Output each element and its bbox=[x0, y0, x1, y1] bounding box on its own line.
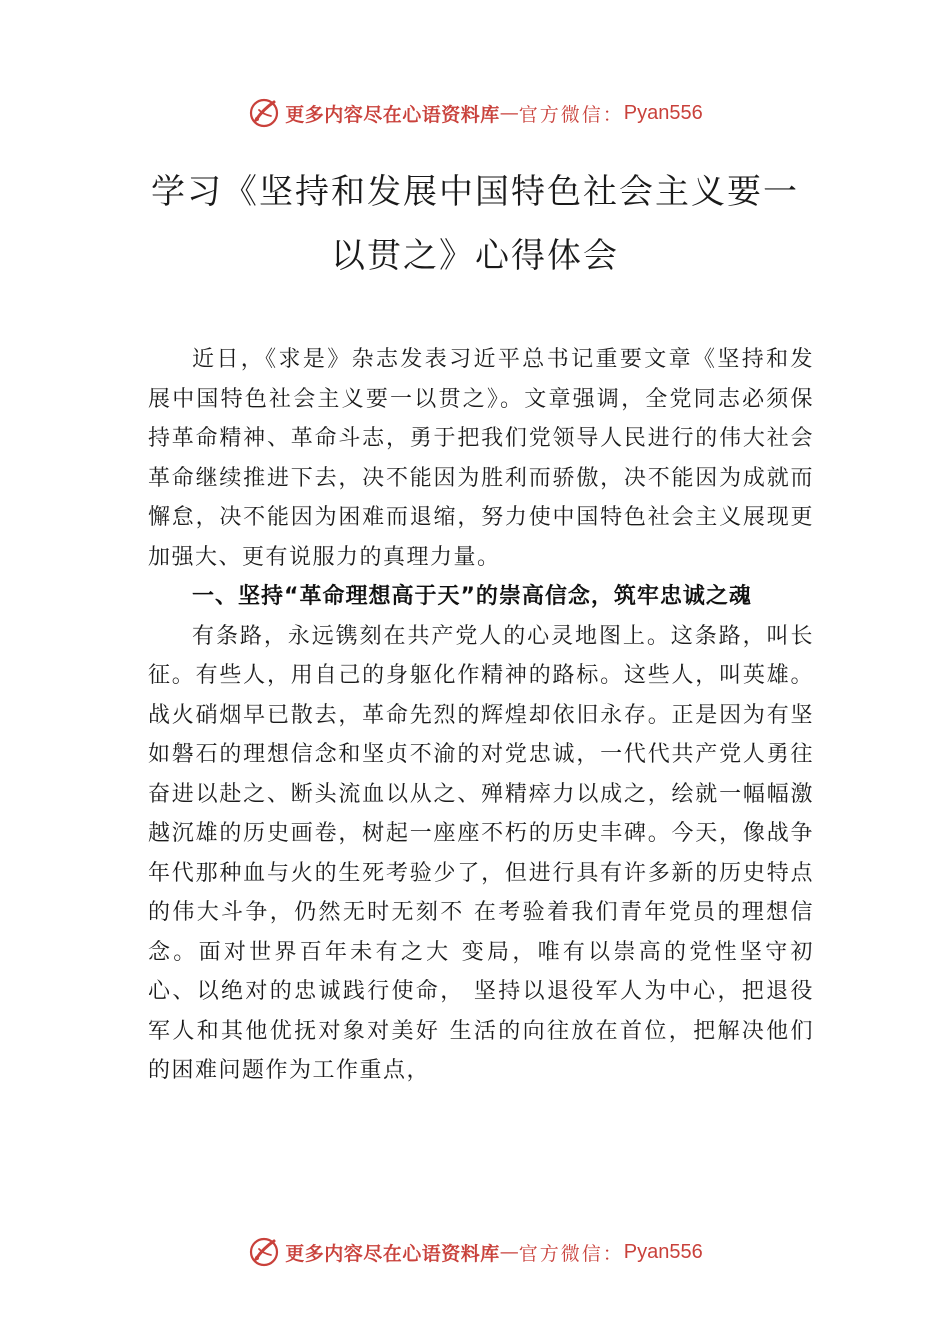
brush-pen-logo-icon bbox=[247, 96, 281, 130]
title-line-2: 以贯之》心得体会 bbox=[331, 236, 619, 276]
banner-wechat-label: 官方微信： bbox=[518, 103, 624, 126]
title-line-1: 学习《坚持和发展中国特色社会主义要一 bbox=[151, 172, 799, 212]
banner-wechat-label: 官方微信： bbox=[518, 1242, 624, 1265]
banner-dash: — bbox=[499, 1241, 519, 1263]
section-heading-1: 一、坚持“革命理想高于天”的崇高信念，筑牢忠诚之魂 bbox=[192, 584, 752, 609]
document-body bbox=[148, 340, 814, 1091]
banner-wechat-id: Pyan556 bbox=[623, 101, 703, 124]
header-watermark-banner bbox=[0, 93, 950, 133]
brush-pen-logo-icon bbox=[247, 1235, 281, 1269]
banner-main-text: 更多内容尽在心语资料库 bbox=[285, 1242, 500, 1265]
banner-wechat-id: Pyan556 bbox=[623, 1240, 703, 1263]
section-1-paragraph: 有条路，永远镌刻在共产党人的心灵地图上。这条路，叫长征。有些人，用自己的身躯化作精神的路标。这些人，叫英雄。战火硝烟早已散去，革命先烈的辉煌却依旧永存。正是因为有坚如磐石的理想信念和坚贞不渝的对党忠诚，一代代共产党人勇往奋进以赴之、断头流血以从之、殚精瘁力以成之，绘就一幅幅激越沉雄的历史画卷，树起一座座不朽的历史丰碑。今天，像战争年代那种血与火的生死考验少了，但进行具有许多新的历史特点的伟大斗争，仍然无时无刻不 在考验着我们青年党员的理想信念。面对世界百年未有之大 变局，唯有以崇高的党性坚守初心、以绝对的忠诚践行使命， 坚持以退役军人为中心，把退役军人和其他优抚对象对美好 生活的向往放在首位，把解决他们的困难问题作为工作重点， bbox=[148, 623, 814, 1083]
intro-paragraph: 近日，《求是》杂志发表习近平总书记重要文章《坚持和发展中国特色社会主义要一以贯之》。文章强调，全党同志必须保持革命精神、革命斗志，勇于把我们党领导人民进行的伟大社会革命继续推进下去，决不能因为胜利而骄傲，决不能因为成就而懈怠，决不能因为困难而退缩，努力使中国特色社会主义展现更加强大、更有说服力的真理力量。 bbox=[148, 347, 814, 570]
banner-main-text: 更多内容尽在心语资料库 bbox=[285, 103, 500, 126]
footer-watermark-banner bbox=[0, 1232, 950, 1272]
document-title bbox=[0, 160, 950, 288]
banner-dash: — bbox=[499, 102, 519, 124]
